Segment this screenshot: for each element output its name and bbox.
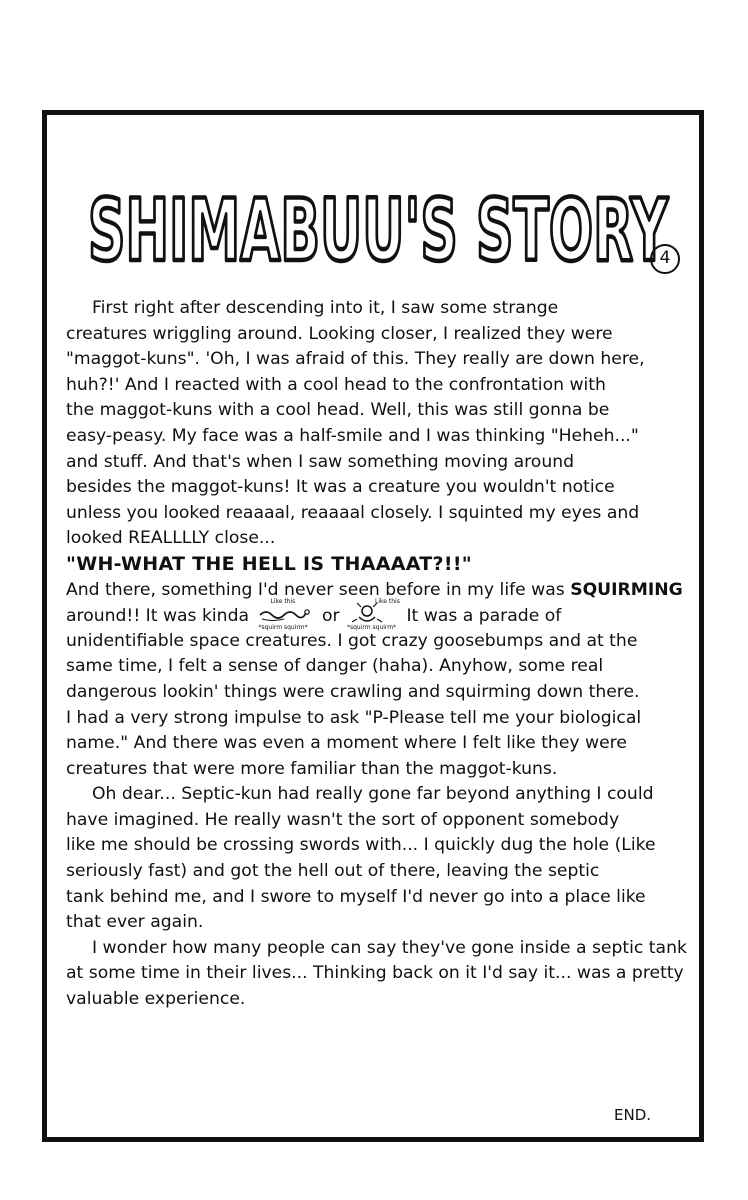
worm-doodle: [254, 598, 316, 632]
text-line: at some time in their lives... Thinking back on it I'd say it... was a pretty: [66, 963, 684, 984]
end-label: END.: [614, 1106, 652, 1124]
text-line: that ever again.: [66, 912, 204, 933]
text-line: I had a very strong impulse to ask "P-Please tell me your biological: [66, 707, 642, 728]
text-line: creatures that were more familiar than the maggot-kuns.: [66, 758, 558, 779]
text-segment: or: [316, 606, 345, 627]
text-segment: It was a parade of: [401, 606, 562, 627]
text-line: besides the maggot-kuns! It was a creature you wouldn't notice: [66, 477, 615, 498]
text-line: looked REALLLLY close...: [66, 528, 276, 549]
doodle-caption: Like this: [270, 598, 296, 606]
doodle-caption: Like this: [375, 598, 400, 606]
chapter-number-badge: 4: [650, 244, 680, 274]
page-title: SHIMABUU'S STORY: [88, 181, 670, 281]
text-segment: around!! It was kinda: [66, 606, 255, 627]
text-line: unless you looked reaaaal, reaaaal closely. I squinted my eyes and: [66, 502, 640, 523]
text-segment: And there, something I'd never seen before in my life was: [66, 579, 571, 600]
page-title-graphic: [78, 160, 678, 290]
text-line: easy-peasy. My face was a half-smile and I was thinking "Heheh...": [66, 425, 639, 446]
text-line: like me should be crossing swords with... I quickly dug the hole (Like: [66, 835, 656, 856]
text-line: have imagined. He really wasn't the sort of opponent somebody: [66, 809, 620, 830]
shout-line: "WH-WHAT THE HELL IS THAAAAT?!!": [66, 552, 473, 575]
story-body: [66, 296, 696, 1013]
text-line: unidentifiable space creatures. I got crazy goosebumps and at the: [66, 630, 638, 651]
text-line: valuable experience.: [66, 989, 246, 1010]
doodle-caption: *squirm squirm*: [258, 624, 308, 632]
doodle-caption: *squirm squirm*: [347, 624, 397, 632]
text-line: I wonder how many people can say they've gone inside a septic tank: [92, 937, 687, 958]
text-line-doodles: [66, 598, 696, 632]
text-line: seriously fast) and got the hell out of there, leaving the septic: [66, 861, 600, 882]
text-line: dangerous lookin' things were crawling and squirming down there.: [66, 681, 640, 702]
text-line: huh?!' And I reacted with a cool head to the confrontation with: [66, 374, 606, 395]
text-line: "maggot-kuns". 'Oh, I was afraid of this. They really are down here,: [66, 349, 645, 370]
text-line: Oh dear... Septic-kun had really gone far beyond anything I could: [92, 784, 654, 805]
text-line: tank behind me, and I swore to myself I'd never go into a place like: [66, 886, 646, 907]
text-line: same time, I felt a sense of danger (haha). Anyhow, some real: [66, 656, 604, 677]
text-line: and stuff. And that's when I saw something moving around: [66, 451, 575, 472]
text-line: the maggot-kuns with a cool head. Well, this was still gonna be: [66, 400, 610, 421]
text-line: creatures wriggling around. Looking closer, I realized they were: [66, 323, 613, 344]
text-line: First right after descending into it, I saw some strange: [92, 298, 559, 318]
text-line: name." And there was even a moment where I felt like they were: [66, 733, 627, 754]
emphasis-word: SQUIRMING: [570, 579, 683, 600]
title-area: [0, 160, 748, 300]
bug-doodle: [345, 598, 401, 632]
